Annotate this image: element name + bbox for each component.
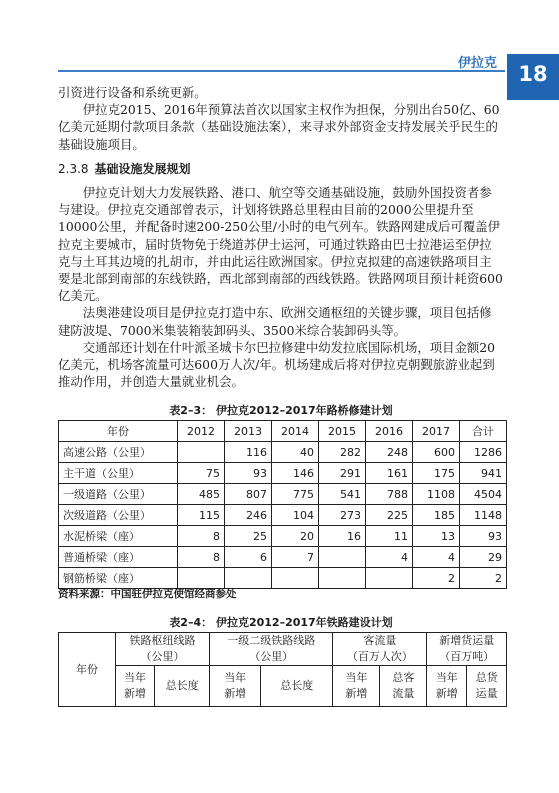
road-bridge-table xyxy=(58,420,507,589)
table-cell: 291 xyxy=(319,463,366,484)
sub-label: 当年 xyxy=(124,671,147,684)
table-cell: 225 xyxy=(366,505,413,526)
text-block-1 xyxy=(58,84,504,153)
group-label: 铁路枢纽线路 xyxy=(129,634,196,647)
table-header-row xyxy=(59,633,507,666)
table-subheader-cell xyxy=(467,666,507,707)
table-subheader-cell xyxy=(116,666,155,707)
group-unit: （百万吨） xyxy=(439,650,495,663)
table-row xyxy=(59,484,507,505)
table-cell: 941 xyxy=(460,463,507,484)
table-cell: 104 xyxy=(272,505,319,526)
sub-label: 当年 xyxy=(435,671,458,684)
table-cell: 主干道（公里） xyxy=(59,463,178,484)
table-cell: 541 xyxy=(319,484,366,505)
table-cell: 115 xyxy=(178,505,225,526)
group-label: 新增货运量 xyxy=(439,634,495,647)
header-rule xyxy=(58,70,505,72)
table-group-header xyxy=(116,633,210,666)
table-header-cell: 2016 xyxy=(366,421,413,442)
table-cell: 93 xyxy=(225,463,272,484)
table-row xyxy=(59,526,507,547)
table-cell: 775 xyxy=(272,484,319,505)
table-cell: 185 xyxy=(413,505,460,526)
table-row xyxy=(59,463,507,484)
table-row xyxy=(59,547,507,568)
sub-label: 流量 xyxy=(392,687,415,700)
sub-label: 总客 xyxy=(392,671,415,684)
table-cell: 4 xyxy=(413,547,460,568)
table-cell: 1108 xyxy=(413,484,460,505)
table-group-header xyxy=(333,633,427,666)
sub-label: 当年 xyxy=(224,671,247,684)
table-cell xyxy=(319,568,366,589)
source-note: 资料来源：中国驻伊拉克使馆经商参处 xyxy=(58,588,237,600)
table-cell: 116 xyxy=(225,442,272,463)
paragraph: 伊拉克计划大力发展铁路、港口、航空等交通基础设施，鼓励外国投资者参与建设。伊拉克交通部曾表示，计划将铁路总里程由目前的2000公里提升至10000公里，并配备时速200-250公里/小时的电气列车。铁路网建成后可覆盖伊拉克主要城市，届时货物免于绕道苏伊士运河，可通过铁路由巴士拉港运至伊拉克与土耳其边境的扎胡市，并由此运往欧洲国家。伊拉克拟建的高速铁路项目主要是北部到南部的东线铁路，西北部到南部的西线铁路。铁路网项目预计耗资600亿美元。 xyxy=(58,185,503,304)
railway-table xyxy=(58,632,507,707)
table-cell: 282 xyxy=(319,442,366,463)
table-cell: 40 xyxy=(272,442,319,463)
table-header-cell: 合计 xyxy=(460,421,507,442)
sub-label: 运量 xyxy=(475,687,498,700)
text-block-2 xyxy=(58,184,504,390)
table-cell: 1286 xyxy=(460,442,507,463)
table-subheader-cell xyxy=(427,666,467,707)
table-header-cell: 2014 xyxy=(272,421,319,442)
table-subheader-cell xyxy=(210,666,261,707)
table-cell: 6 xyxy=(225,547,272,568)
section-title: 基础设施发展规划 xyxy=(94,162,191,176)
table-cell xyxy=(272,568,319,589)
table-cell: 25 xyxy=(225,526,272,547)
table-cell: 高速公路（公里） xyxy=(59,442,178,463)
table-cell: 4 xyxy=(366,547,413,568)
table-cell: 8 xyxy=(178,526,225,547)
table-header-cell: 2012 xyxy=(178,421,225,442)
sub-label: 总货 xyxy=(475,671,498,684)
table-cell: 175 xyxy=(413,463,460,484)
group-label: 一级二级铁路线路 xyxy=(227,634,316,647)
table-cell: 29 xyxy=(460,547,507,568)
section-heading xyxy=(58,160,191,177)
table1-caption: 表2–3： 伊拉克2012–2017年路桥修建计划 xyxy=(169,404,393,417)
table-header-cell: 2013 xyxy=(225,421,272,442)
table-cell xyxy=(178,442,225,463)
table-cell xyxy=(366,568,413,589)
sub-label: 新增 xyxy=(435,687,458,700)
table-header-cell: 年份 xyxy=(59,421,178,442)
table-cell: 16 xyxy=(319,526,366,547)
table-cell: 600 xyxy=(413,442,460,463)
table-cell: 4504 xyxy=(460,484,507,505)
table-cell: 次级道路（公里） xyxy=(59,505,178,526)
table-subheader-cell xyxy=(380,666,427,707)
table-cell: 807 xyxy=(225,484,272,505)
paragraph: 引资进行设备和系统更新。 xyxy=(58,85,207,100)
table-cell: 93 xyxy=(460,526,507,547)
table-cell: 普通桥梁（座） xyxy=(59,547,178,568)
group-unit: （公里） xyxy=(140,650,185,663)
table-row xyxy=(59,442,507,463)
group-label: 客流量 xyxy=(363,634,397,647)
table2-caption: 表2–4： 伊拉克2012–2017年铁路建设计划 xyxy=(169,616,393,629)
table-cell xyxy=(319,547,366,568)
group-unit: （百万人次） xyxy=(346,650,413,663)
table-subheader-row xyxy=(59,666,507,707)
table-cell: 161 xyxy=(366,463,413,484)
table-cell: 20 xyxy=(272,526,319,547)
table-header-cell-year: 年份 xyxy=(59,633,116,707)
table-cell: 246 xyxy=(225,505,272,526)
table-header-cell: 2017 xyxy=(413,421,460,442)
paragraph: 法奥港建设项目是伊拉克打造中东、欧洲交通枢纽的关键步骤，项目包括修建防波堤、7000米集装箱装卸码头、3500米综合装卸码头等。 xyxy=(58,305,492,338)
sub-label: 当年 xyxy=(345,671,368,684)
table-header-cell: 2015 xyxy=(319,421,366,442)
table-cell: 1148 xyxy=(460,505,507,526)
table-group-header xyxy=(210,633,333,666)
paragraph: 交通部还计划在什叶派圣城卡尔巴拉修建中幼发拉底国际机场，项目金额20亿美元，机场客流量可达600万人次/年。机场建成后将对伊拉克朝觐旅游业起到推动作用，并创造大量就业机会。 xyxy=(58,339,496,390)
table-cell: 273 xyxy=(319,505,366,526)
header-title: 伊拉克 xyxy=(457,56,497,71)
sub-label: 新增 xyxy=(345,687,368,700)
table-row xyxy=(59,505,507,526)
table-cell: 788 xyxy=(366,484,413,505)
table-cell: 11 xyxy=(366,526,413,547)
table-cell: 146 xyxy=(272,463,319,484)
table-cell: 2 xyxy=(413,568,460,589)
table-cell: 7 xyxy=(272,547,319,568)
sub-label: 总长度 xyxy=(165,679,199,692)
table-cell: 75 xyxy=(178,463,225,484)
table-cell: 485 xyxy=(178,484,225,505)
sub-label: 新增 xyxy=(224,687,247,700)
table-header-row xyxy=(59,421,507,442)
sub-label: 总长度 xyxy=(280,679,314,692)
section-number: 2.3.8 xyxy=(58,162,89,176)
table-cell: 2 xyxy=(460,568,507,589)
table-subheader-cell xyxy=(261,666,333,707)
table-subheader-cell xyxy=(333,666,380,707)
group-unit: （公里） xyxy=(249,650,294,663)
table-group-header xyxy=(427,633,507,666)
page-number: 18 xyxy=(507,54,559,100)
table-cell: 13 xyxy=(413,526,460,547)
table-subheader-cell xyxy=(155,666,210,707)
table-cell: 8 xyxy=(178,547,225,568)
table-cell: 水泥桥梁（座） xyxy=(59,526,178,547)
table-cell: 248 xyxy=(366,442,413,463)
sub-label: 新增 xyxy=(124,687,147,700)
table-cell: 钢筋桥梁（座） xyxy=(59,568,178,589)
paragraph: 伊拉克2015、2016年预算法首次以国家主权作为担保，分别出台50亿、60亿美元延期付款项目条款（基础设施法案），来寻求外部资金支持发展关乎民生的基础设施项目。 xyxy=(58,102,500,152)
table-cell: 一级道路（公里） xyxy=(59,484,178,505)
